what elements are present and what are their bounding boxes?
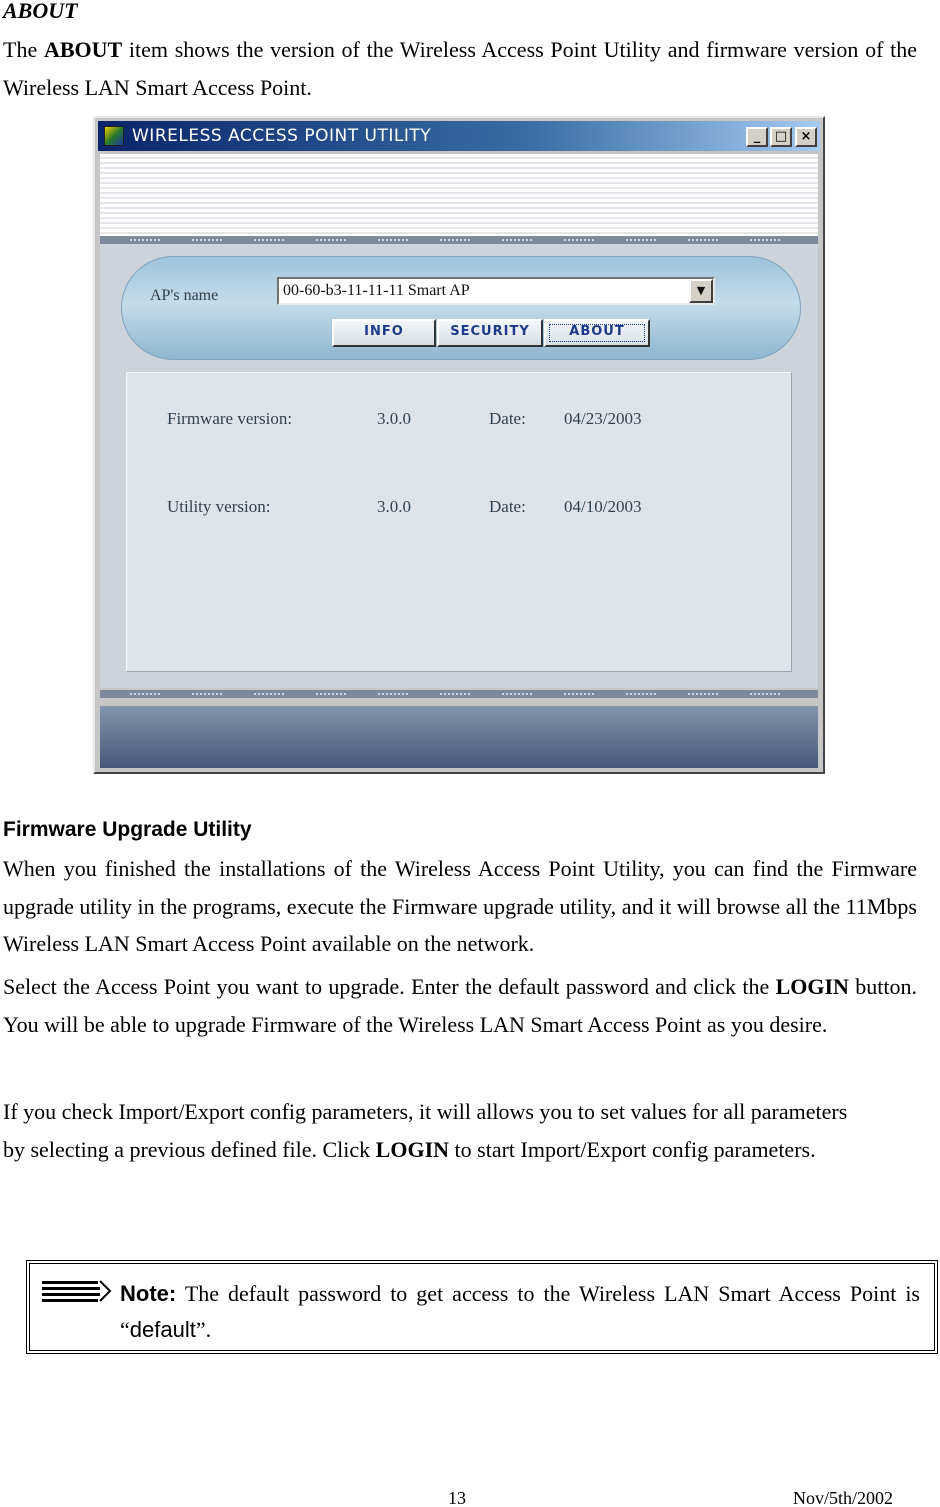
note-text: Note: The default password to get access to the Wireless LAN Smart Access Point is “default”. (120, 1281, 920, 1342)
chevron-down-icon[interactable]: ▼ (689, 279, 713, 303)
firmware-upgrade-paragraph-2: Select the Access Point you want to upgrade. Enter the default password and click the LOGIN button. You will be able to upgrade Firmware of the Wireless LAN Smart Access Point as you desire. (3, 974, 917, 1037)
firmware-upgrade-paragraph-3: If you check Import/Export config parameters, it will allows you to set values for all parameters by selecting a previous defined file. Click LOGIN to start Import/Export config parameters. (3, 1099, 848, 1162)
page-date: Nov/5th/2002 (793, 1488, 894, 1507)
ap-name-value: 00-60-b3-11-11-11 Smart AP (283, 282, 470, 299)
client-area (100, 244, 818, 688)
ap-name-label: AP's name (150, 287, 219, 304)
banner-area (100, 154, 818, 236)
utility-version-value: 3.0.0 (377, 497, 411, 516)
app-icon (104, 126, 124, 146)
minimize-button[interactable]: _ (746, 127, 768, 147)
firmware-upgrade-heading: Firmware Upgrade Utility (3, 818, 252, 841)
tab-security[interactable]: SECURITY (437, 319, 543, 347)
divider-strip-bottom (100, 690, 818, 698)
window-titlebar (98, 121, 820, 151)
note-box (26, 1260, 938, 1354)
control-panel (121, 256, 801, 360)
firmware-date-value: 04/23/2003 (564, 409, 642, 428)
window-title: WIRELESS ACCESS POINT UTILITY (132, 126, 432, 146)
close-button[interactable]: × (795, 127, 817, 147)
firmware-date-label: Date: (489, 409, 526, 428)
window-footer-bar (100, 706, 818, 768)
ap-name-select[interactable] (277, 277, 715, 305)
about-heading: ABOUT (3, 0, 78, 23)
utility-date-value: 04/10/2003 (564, 497, 642, 516)
utility-window-screenshot (93, 116, 825, 774)
firmware-upgrade-paragraph-1: When you finished the installations of the Wireless Access Point Utility, you can find the Firmware upgrade utility in the programs, execute the Firmware upgrade utility, and it will browse all the 11Mbps Wireless LAN Smart Access Point available on the network. (3, 856, 917, 956)
utility-date-label: Date: (489, 497, 526, 516)
tab-info[interactable]: INFO (332, 319, 436, 347)
divider-strip-top (100, 236, 818, 244)
page-number: 13 (448, 1488, 466, 1507)
firmware-version-label: Firmware version: (167, 409, 293, 428)
note-arrow-icon (42, 1280, 112, 1302)
tab-about[interactable]: ABOUT (544, 319, 650, 347)
maximize-button[interactable]: □ (770, 127, 792, 147)
about-paragraph: The ABOUT item shows the version of the Wireless Access Point Utility and firmware version of the Wireless LAN Smart Access Point. (3, 37, 918, 100)
about-info-panel (126, 372, 792, 672)
firmware-version-value: 3.0.0 (377, 409, 411, 428)
utility-version-label: Utility version: (167, 497, 271, 516)
